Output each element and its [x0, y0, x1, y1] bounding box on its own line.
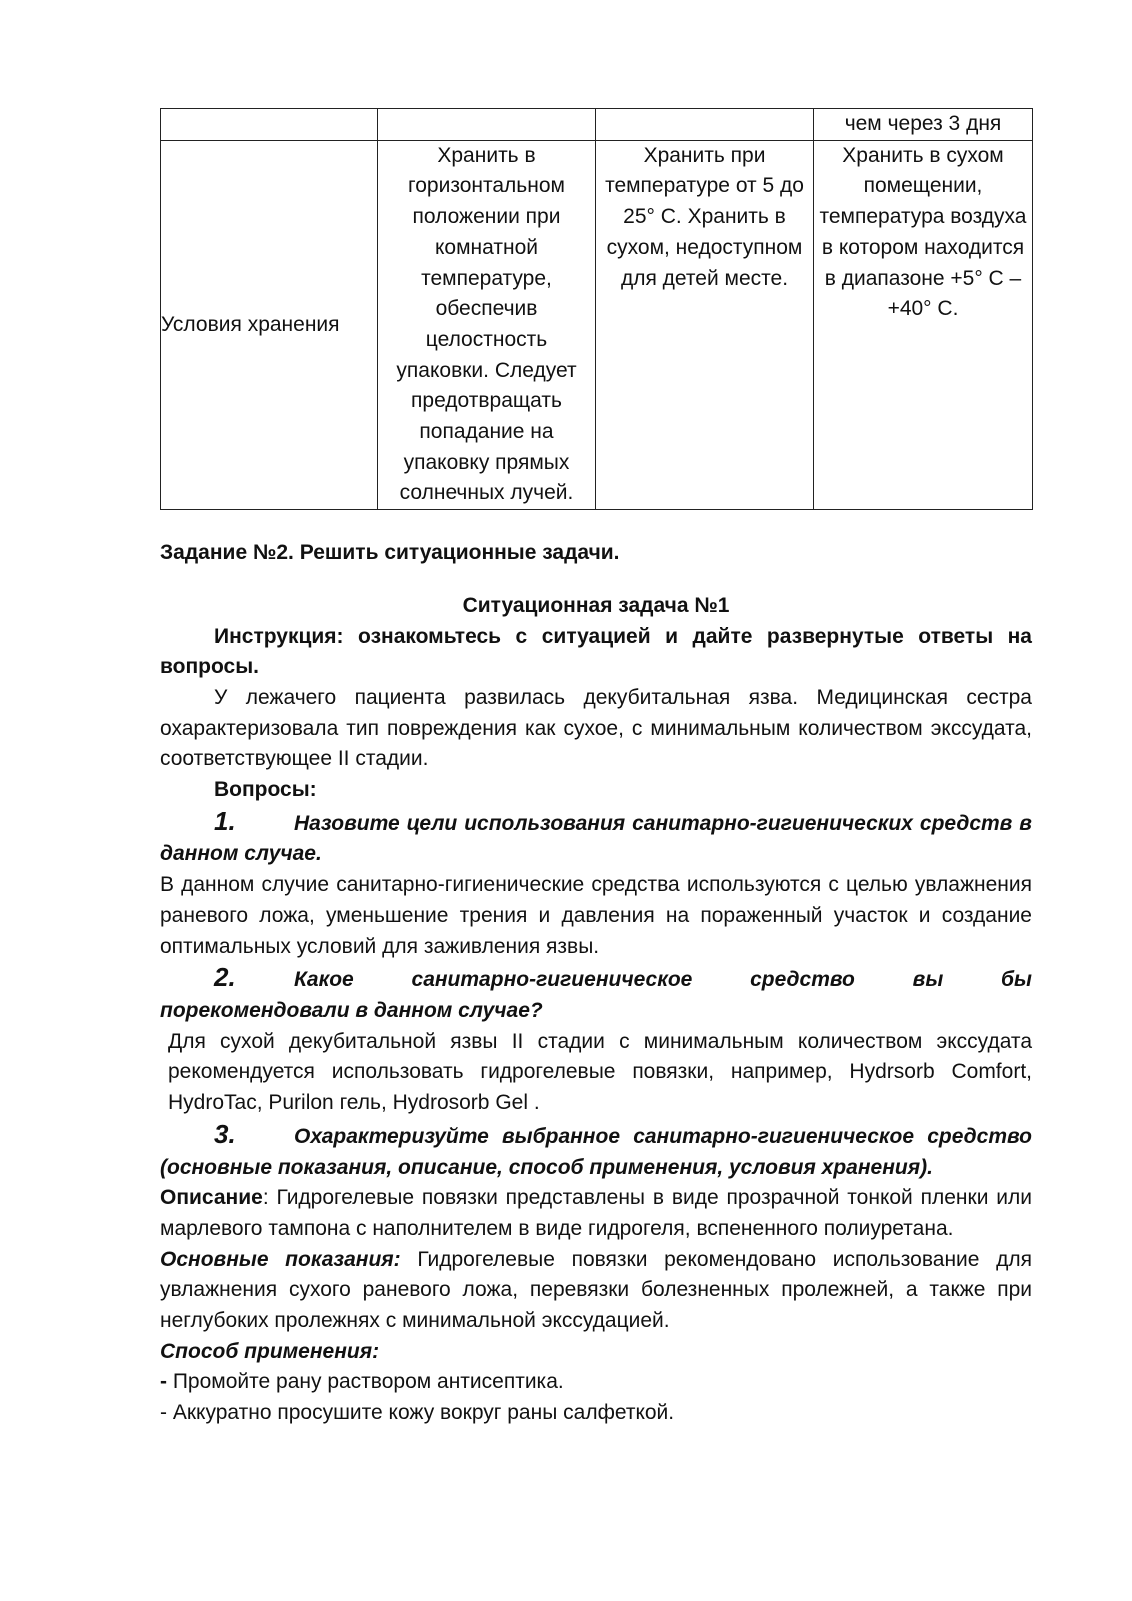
- table-row: [161, 140, 1033, 509]
- step-dash: -: [160, 1401, 167, 1425]
- table-cell: чем через 3 дня: [814, 109, 1033, 141]
- table-cell: Хранить при температуре от 5 до 25° C. Хранить в сухом, недоступном для детей месте.: [596, 140, 814, 509]
- table-cell: [378, 109, 596, 141]
- answer-1: В данном случие санитарно-гигиенические средства используются с целью увлажнения раневого ложа, уменьшение трения и давления на пораженный участок и создание оптимальных условий для заживления язвы.: [160, 873, 1032, 958]
- task-title: Задание №2. Решить ситуационные задачи.: [160, 541, 620, 565]
- situation-title: Ситуационная задача №1: [462, 593, 730, 617]
- question-2: [160, 962, 1032, 996]
- question-number: 3.: [214, 1118, 236, 1149]
- document-page: [160, 108, 1032, 1429]
- description-paragraph: [160, 1183, 1032, 1244]
- question-number: 1.: [214, 805, 236, 836]
- answer-2: Для сухой декубитальной язвы II стадии с минимальным количеством экссудата рекомендуется использовать гидрогелевые повязки, например, Hydrsorb Comfort, HydroTac, Purilon гель, Hydrosorb Gel .: [168, 1029, 1032, 1115]
- question-text: Назовите цели использования санитарно-гигиенических средств в данном случае.: [160, 811, 1032, 866]
- table-cell: Хранить в сухом помещении, температура воздуха в котором находится в диапазоне +5° C – +40° C.: [814, 140, 1033, 509]
- table-cell: [161, 109, 378, 141]
- table-cell: Хранить в горизонтальном положении при комнатной температуре, обеспечив целостность упаковки. Следует предотвращать попадание на упаковку прямых солнечных лучей.: [378, 140, 596, 509]
- table-row: [161, 109, 1033, 141]
- row-label-storage: Условия хранения: [161, 140, 378, 509]
- indications-label: Основные показания:: [160, 1247, 401, 1271]
- step-text: Аккуратно просушите кожу вокруг раны салфеткой.: [167, 1401, 675, 1425]
- step-text: Промойте рану раствором антисептика.: [167, 1370, 564, 1394]
- step-dash: -: [160, 1370, 167, 1394]
- question-2-continued: порекомендовали в данном случае?: [160, 998, 543, 1022]
- question-text: Охарактеризуйте выбранное санитарно-гигиеническое средство (основные показания, описание, способ применения, условия хранения).: [160, 1124, 1032, 1179]
- description-text: : Гидрогелевые повязки представлены в виде прозрачной тонкой пленки или марлевого тампона с наполнителем в виде гидрогеля, вспененного полиуретана.: [160, 1186, 1032, 1240]
- situation-text: У лежачего пациента развилась декубитальная язва. Медицинская сестра охарактеризовала тип повреждения как сухое, с минимальным количеством экссудата, соответствующее II стадии.: [160, 685, 1032, 771]
- question-text-line-1: Какое санитарно-гигиеническое средство вы бы: [294, 968, 1032, 992]
- method-step: [160, 1398, 1032, 1429]
- instruction-text: Инструкция: ознакомьтесь с ситуацией и дайте развернутые ответы на вопросы.: [160, 624, 1032, 679]
- storage-table: [160, 108, 1033, 510]
- question-number: 2.: [214, 962, 236, 993]
- method-step: [160, 1367, 1032, 1398]
- indications-text: Гидрогелевые повязки рекомендовано использование для увлажнения сухого раневого ложа, перевязки болезненных пролежней, а также при неглубоких пролежнях с минимальной экссудацией.: [160, 1247, 1032, 1333]
- method-label: Способ применения:: [160, 1339, 380, 1363]
- indications-paragraph: [160, 1245, 1032, 1337]
- description-label: Описание: [160, 1186, 263, 1210]
- question-3: [160, 1119, 1032, 1183]
- table-cell: [596, 109, 814, 141]
- question-1: [160, 806, 1032, 870]
- questions-heading: Вопросы:: [214, 778, 317, 802]
